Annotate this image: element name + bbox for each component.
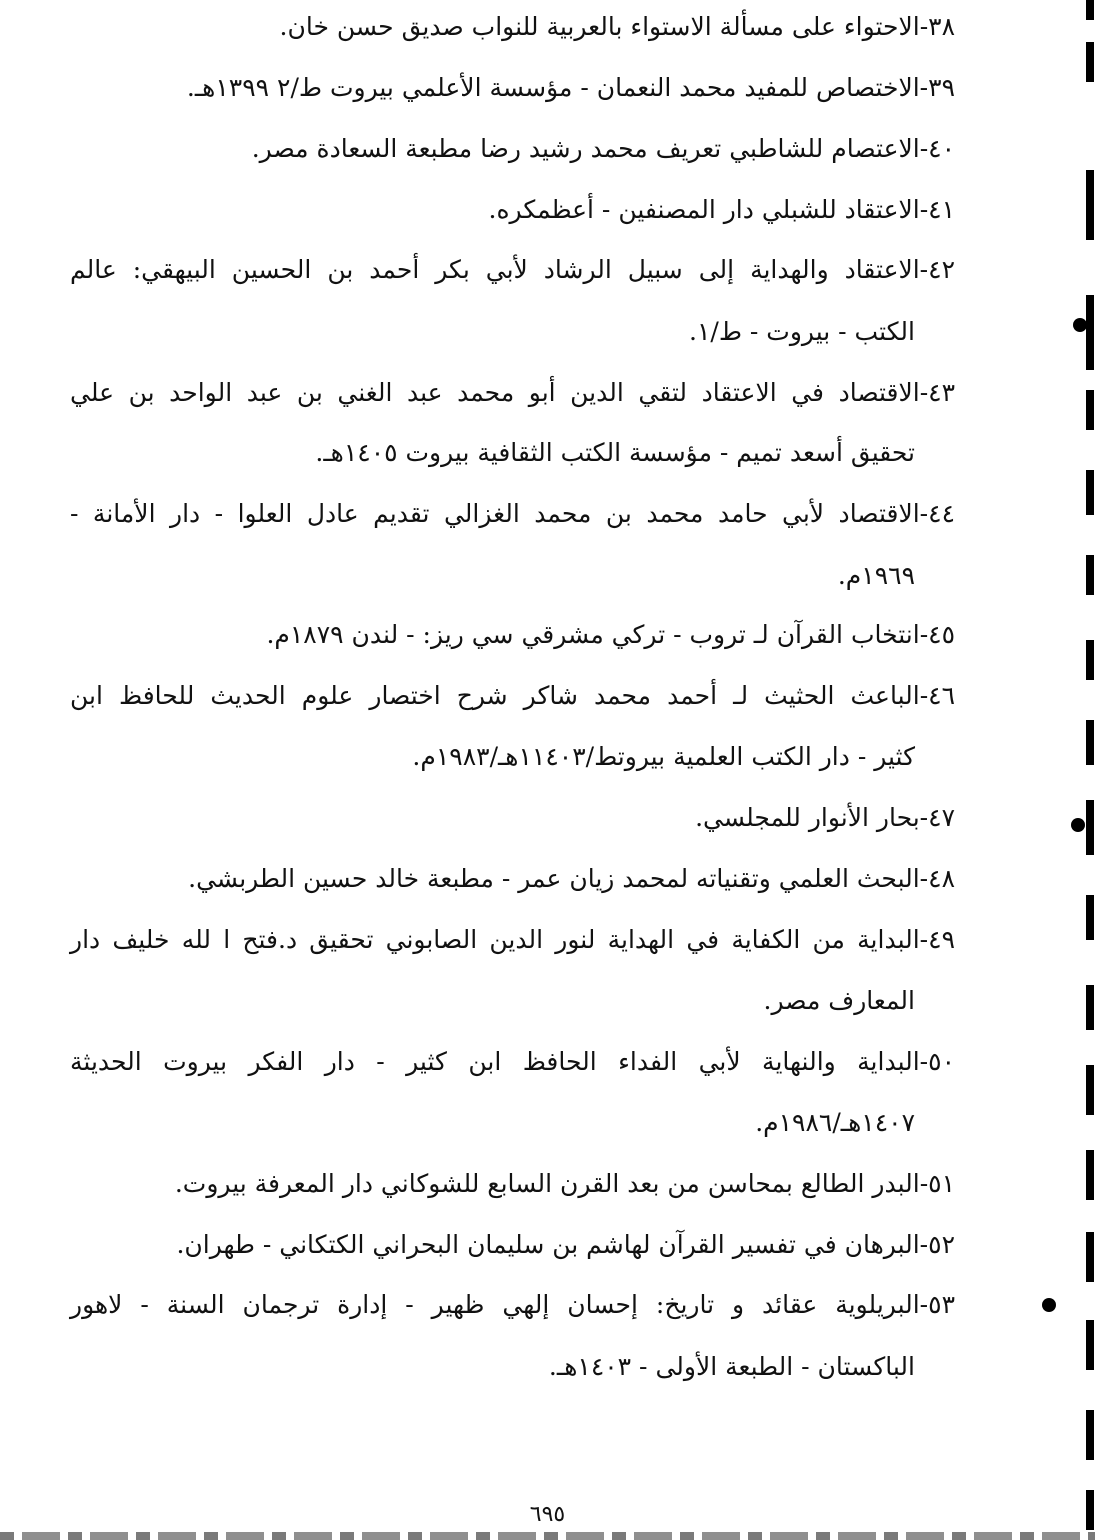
binding-mark	[1086, 720, 1094, 765]
bibliography-entry-44-continuation: ١٩٦٩م.	[837, 561, 915, 590]
page-number: ٦٩٥	[529, 1502, 566, 1527]
bibliography-entry-47: ٤٧-بحار الأنوار للمجلسي.	[695, 803, 955, 832]
binding-hole	[1073, 318, 1087, 332]
bibliography-entry-46-continuation: كثير - دار الكتب العلمية بيروتط/١١٤٠٣هـ/١٩٨٣م.	[412, 742, 915, 771]
binding-mark	[1086, 1320, 1094, 1370]
bibliography-entry-50: ٥٠-البداية والنهاية لأبي الفداء الحافظ ابن كثير - دار الفكر بيروت الحديثة	[70, 1047, 955, 1076]
binding-mark	[1086, 470, 1094, 515]
binding-mark	[1086, 295, 1094, 370]
binding-mark	[1086, 800, 1094, 855]
binding-mark	[1086, 985, 1094, 1030]
scan-bottom-edge	[0, 1532, 1095, 1540]
binding-mark	[1086, 895, 1094, 940]
bibliography-entry-45: ٤٥-انتخاب القرآن لـ تروب - تركي مشرقي سي ريز: - لندن ١٨٧٩م.	[266, 620, 955, 649]
bibliography-entry-52: ٥٢-البرهان في تفسير القرآن لهاشم بن سليمان البحراني الكتكاني - طهران.	[176, 1230, 955, 1259]
bibliography-entry-41: ٤١-الاعتقاد للشبلي دار المصنفين - أعظمكره.	[488, 195, 955, 224]
binding-mark	[1086, 0, 1094, 20]
binding-mark	[1086, 555, 1094, 595]
bibliography-entry-40: ٤٠-الاعتصام للشاطبي تعريف محمد رشيد رضا مطبعة السعادة مصر.	[251, 134, 955, 163]
bibliography-entry-39: ٣٩-الاختصاص للمفيد محمد النعمان - مؤسسة الأعلمي بيروت ط/٢ ١٣٩٩هـ.	[186, 73, 955, 102]
bibliography-entry-38: ٣٨-الاحتواء على مسألة الاستواء بالعربية للنواب صديق حسن خان.	[279, 12, 955, 41]
bibliography-entry-46: ٤٦-الباعث الحثيث لـ أحمد محمد شاكر شرح اختصار علوم الحديث للحافظ ابن	[70, 681, 955, 710]
binding-mark	[1086, 1490, 1094, 1530]
binding-hole	[1071, 818, 1085, 832]
binding-mark	[1086, 640, 1094, 680]
bibliography-entry-53-continuation: الباكستان - الطبعة الأولى - ١٤٠٣هـ.	[548, 1352, 915, 1381]
bibliography-entry-49: ٤٩-البداية من الكفاية في الهداية لنور الدين الصابوني تحقيق د.فتح ا لله خليف دار	[70, 925, 955, 954]
binding-hole	[1042, 1298, 1056, 1312]
bibliography-entry-49-continuation: المعارف مصر.	[763, 986, 915, 1015]
binding-mark	[1086, 1410, 1094, 1460]
binding-mark	[1086, 1232, 1094, 1282]
bibliography-entry-50-continuation: ١٤٠٧هـ/١٩٨٦م.	[755, 1108, 915, 1137]
binding-mark	[1086, 1065, 1094, 1115]
bibliography-entry-53: ٥٣-البريلوية عقائد و تاريخ: إحسان إلهي ظهير - إدارة ترجمان السنة - لاهور	[70, 1290, 955, 1319]
bibliography-entry-43-continuation: تحقيق أسعد تميم - مؤسسة الكتب الثقافية بيروت ١٤٠٥هـ.	[315, 438, 915, 467]
bibliography-entry-51: ٥١-البدر الطالع بمحاسن من بعد القرن السابع للشوكاني دار المعرفة بيروت.	[174, 1169, 955, 1198]
bibliography-entry-44: ٤٤-الاقتصاد لأبي حامد محمد بن محمد الغزالي تقديم عادل العلوا - دار الأمانة -	[70, 499, 955, 528]
bibliography-entry-43: ٤٣-الاقتصاد في الاعتقاد لتقي الدين أبو محمد عبد الغني بن عبد الواحد بن علي	[70, 378, 955, 407]
binding-mark	[1086, 42, 1094, 82]
bibliography-entry-48: ٤٨-البحث العلمي وتقنياته لمحمد زيان عمر - مطبعة خالد حسين الطربشي.	[188, 864, 955, 893]
bibliography-entry-42: ٤٢-الاعتقاد والهداية إلى سبيل الرشاد لأبي بكر أحمد بن الحسين البيهقي: عالم	[70, 255, 955, 284]
binding-mark	[1086, 1150, 1094, 1200]
binding-mark	[1086, 390, 1094, 430]
bibliography-entry-42-continuation: الكتب - بيروت - ط/١.	[689, 317, 915, 346]
binding-mark	[1086, 170, 1094, 240]
